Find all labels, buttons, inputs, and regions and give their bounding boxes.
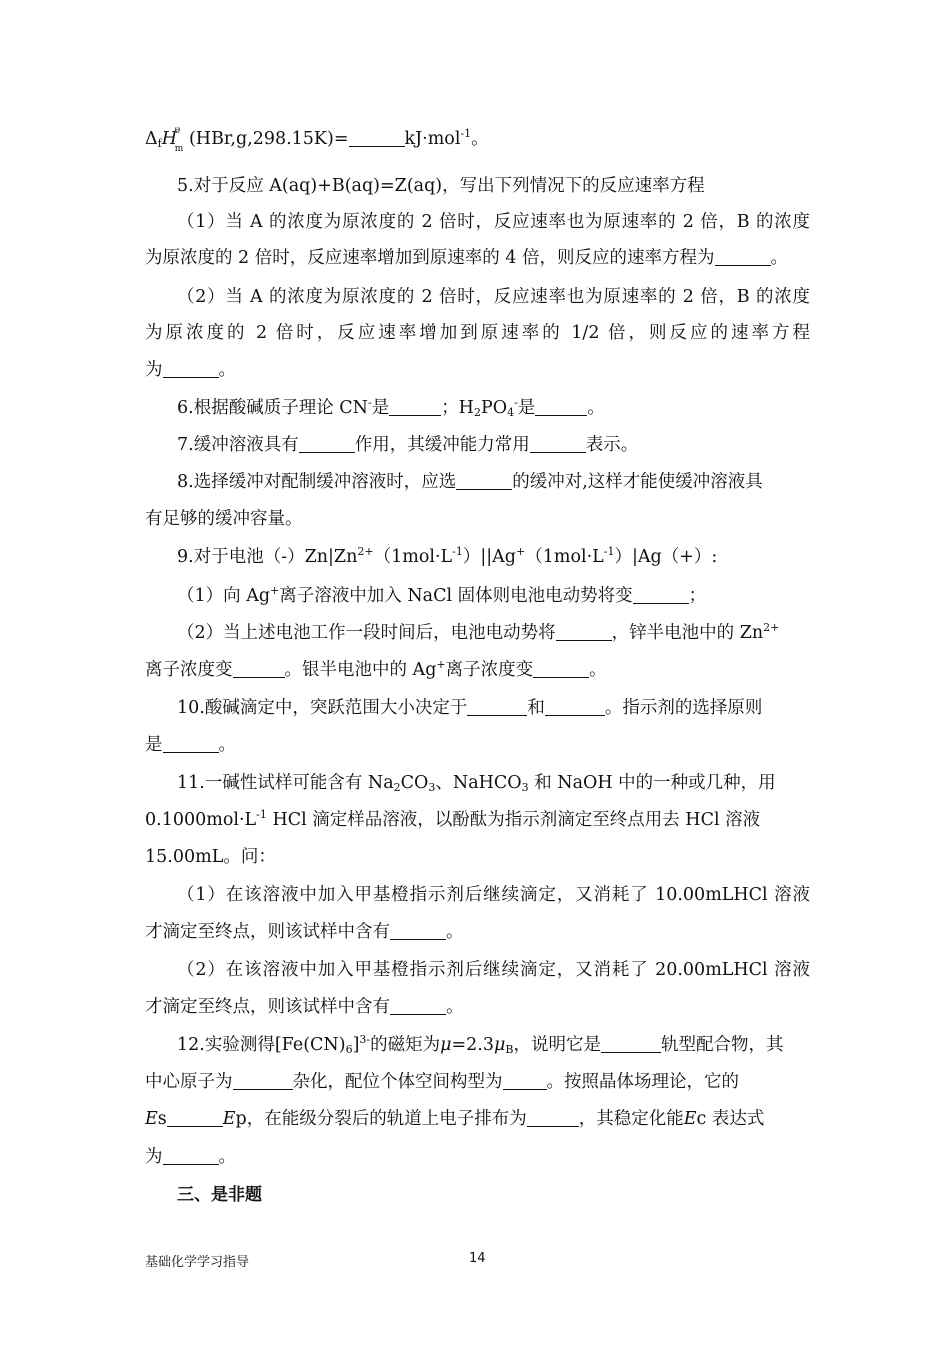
answer-blank[interactable]: [233, 1072, 293, 1090]
answer-blank[interactable]: [163, 735, 219, 753]
question-12-line2: 中心原子为 杂化，配位个体空间构型为 。按照晶体场理论，它的: [145, 1072, 739, 1092]
answer-blank[interactable]: [533, 660, 589, 678]
enthalpy-line: $\Delta_fH$ θ m (HBr,g,298.15K)= kJ·mol$^{-1}$。: [145, 127, 489, 151]
question-11-1-line1: （1）在该溶液中加入甲基橙指示剂后继续滴定，又消耗了 10.00mLHCl 溶液: [177, 885, 810, 905]
question-10-line2: 是 。: [145, 735, 236, 755]
question-9-2-line1: （2）当上述电池工作一段时间后，电池电动势将 ，锌半电池中的 $Zn^{2+}$: [177, 621, 780, 643]
question-9-2-line2: 离子浓度变 。银半电池中的 Ag+离子浓度变 。: [145, 658, 607, 680]
answer-blank[interactable]: [715, 248, 771, 266]
answer-blank[interactable]: [503, 1072, 547, 1090]
answer-blank[interactable]: [456, 472, 512, 490]
question-11-line3: 15.00mL。问：: [145, 847, 276, 867]
answer-blank[interactable]: [556, 623, 612, 641]
answer-blank[interactable]: [163, 1147, 219, 1165]
question-5-1-line1: （1）当 A 的浓度为原浓度的 2 倍时，反应速率也为原速率的 2 倍，B 的浓度: [177, 212, 810, 232]
question-6: 6.根据酸碱质子理论 CN-是 ；$H_2PO_4^-$是 。: [177, 396, 605, 419]
question-11-line1: 11.一碱性试样可能含有 $Na_2CO_3$、NaHCO$_3$ 和 NaOH 中的一种或几种，用: [177, 773, 776, 794]
answer-blank[interactable]: [299, 435, 355, 453]
question-5: 5.对于反应 A(aq)+B(aq)=Z(aq)，写出下列情况下的反应速率方程: [177, 176, 705, 196]
question-7: 7.缓冲溶液具有 作用，其缓冲能力常用 表示。: [177, 435, 639, 455]
question-5-2-line3: 为 。: [145, 360, 236, 380]
answer-blank[interactable]: [390, 997, 446, 1015]
question-11-2-line1: （2）在该溶液中加入甲基橙指示剂后继续滴定，又消耗了 20.00mLHCl 溶液: [177, 960, 810, 980]
question-9-1: （1）向 Ag+离子溶液中加入 NaCl 固体则电池电动势将变 ；: [177, 584, 707, 606]
question-5-2-line2: 为原浓度的 2 倍时，反应速率增加到原速率的 1/2 倍，则反应的速率方程: [145, 323, 810, 343]
answer-blank[interactable]: [163, 360, 219, 378]
answer-blank[interactable]: [467, 698, 527, 716]
answer-blank[interactable]: [389, 398, 441, 416]
question-5-2-line1: （2）当 A 的浓度为原浓度的 2 倍时，反应速率也为原速率的 2 倍，B 的浓度: [177, 287, 810, 307]
question-8-line1: 8.选择缓冲对配制缓冲溶液时，应选 的缓冲对,这样才能使缓冲溶液具: [177, 472, 763, 492]
question-12-line1: 12.实验测得$[Fe(CN)_6]^{3-}$的磁矩为$\mu=2.3\mu_B$，说明它是 轨型配合物，其: [177, 1033, 784, 1056]
answer-blank[interactable]: [527, 1109, 579, 1127]
answer-blank[interactable]: [535, 398, 587, 416]
answer-blank[interactable]: [390, 922, 446, 940]
question-12-line4: 为 。: [145, 1147, 236, 1167]
answer-blank[interactable]: [233, 660, 285, 678]
footer-page-number: 14: [469, 1251, 486, 1266]
question-11-line2: $0.1000mol\cdot L^{-1}$ HCl 滴定样品溶液，以酚酞为指示剂滴定至终点用去 HCl 溶液: [145, 808, 761, 830]
question-12-line3: Es Ep，在能级分裂后的轨道上电子排布为 ，其稳定化能Ec 表达式: [145, 1109, 765, 1129]
question-8-line2: 有足够的缓冲容量。: [145, 509, 303, 529]
footer-book-title: 基础化学学习指导: [145, 1255, 250, 1270]
question-5-1-line2: 为原浓度的 2 倍时，反应速率增加到原速率的 4 倍，则反应的速率方程为 。: [145, 248, 789, 268]
section-heading-true-false: 三、是非题: [177, 1185, 262, 1205]
answer-blank[interactable]: [530, 435, 586, 453]
answer-blank[interactable]: [545, 698, 605, 716]
question-10-line1: 10.酸碱滴定中，突跃范围大小决定于 和 。指示剂的选择原则: [177, 698, 763, 718]
question-11-1-line2: 才滴定至终点，则该试样中含有 。: [145, 922, 464, 942]
answer-blank[interactable]: [167, 1109, 223, 1127]
answer-blank[interactable]: [349, 129, 405, 147]
question-9: 9.对于电池$(-)Zn|Zn^{2+}(1mol\cdot L^{-1})||Ag^+(1mol\cdot L^{-1})|Ag(+)$:: [177, 545, 718, 567]
answer-blank[interactable]: [633, 586, 689, 604]
enthalpy-symbol: H θ m: [161, 127, 184, 151]
answer-blank[interactable]: [601, 1035, 661, 1053]
question-11-2-line2: 才滴定至终点，则该试样中含有 。: [145, 997, 464, 1017]
